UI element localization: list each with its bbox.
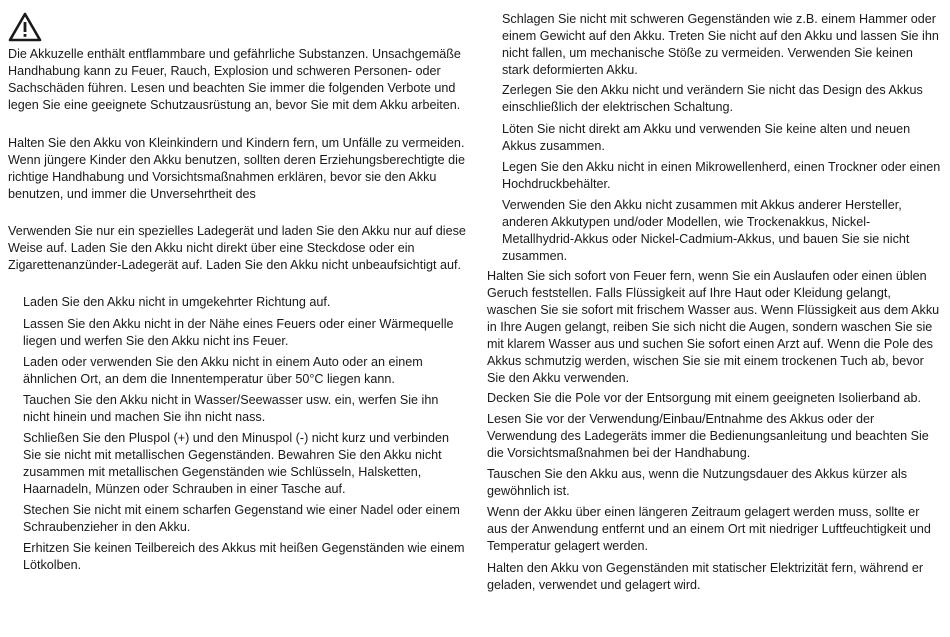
list-item: Verwenden Sie den Akku nicht zusammen mit Akkus anderer Hersteller, anderen Akkutypen und/oder Modellen, wie Trockenakkus, Nickel-Metallhydrid-Akkus oder Nickel-Cadmium-Akkus, und bauen Sie sie nicht zusammen. — [502, 198, 910, 263]
list-item: Löten Sie nicht direkt am Akku und verwenden Sie keine alten und neuen Akkus zusammen. — [502, 122, 911, 153]
list-item: Zerlegen Sie den Akku nicht und verändern Sie nicht das Design des Akkus einschließlich der elektrischen Schaltung. — [502, 83, 923, 114]
manual-paragraph: Lesen Sie vor der Verwendung/Einbau/Entnahme des Akkus oder der Verwendung des Ladegeräts immer die Bedienungsanleitung und beachten Sie die Vorsichtsmaßnahmen bei der Handhabung. — [487, 412, 929, 460]
list-item: Tauchen Sie den Akku nicht in Wasser/Seewasser usw. ein, werfen Sie ihn nicht hinein und machen Sie ihn nicht nass. — [23, 393, 439, 424]
charger-paragraph: Verwenden Sie nur ein spezielles Ladegerät und laden Sie den Akku nur auf diese Weise auf. Laden Sie den Akku nicht direkt über eine Steckdose oder ein Zigarettenanzünder-Ladegerät auf. Laden Sie den Akku nicht unbeaufsichtigt auf. — [8, 224, 466, 272]
children-paragraph: Halten Sie den Akku von Kleinkindern und Kindern fern, um Unfälle zu vermeiden. Wenn jüngere Kinder den Akku benutzen, sollten deren Erziehungsberechtigte die richtige Handhabung und Vorsichtsmaßnahmen erklären, bevor sie den Akku benutzen, und immer die Unversehrtheit des — [8, 136, 465, 201]
list-item: Legen Sie den Akku nicht in einen Mikrowellenherd, einen Trockner oder einen Hochdruckbehälter. — [502, 160, 941, 191]
list-item: Schließen Sie den Pluspol (+) und den Minuspol (-) nicht kurz und verbinden Sie sie nicht mit metallischen Gegenständen. Bewahren Sie den Akku nicht zusammen mit metallischen Gegenständen wie Schlüsseln, Halsketten, Haarnadeln, Münzen oder Schrauben in einer Tasche auf. — [23, 431, 449, 496]
list-item: Erhitzen Sie keinen Teilbereich des Akkus mit heißen Gegenständen wie einem Lötkolben. — [23, 541, 465, 572]
static-paragraph: Halten den Akku von Gegenständen mit statischer Elektrizität fern, während er geladen, verwendet und gelagert wird. — [487, 561, 924, 592]
leak-paragraph: Halten Sie sich sofort von Feuer fern, wenn Sie ein Auslaufen oder einen üblen Geruch feststellen. Falls Flüssigkeit auf Ihre Haut oder Kleidung gelangt, waschen Sie sie sofort mit frischem Wasser aus. Wenn Flüssigkeit aus dem Akku in Ihre Augen gelangt, reiben Sie sich nicht die Augen, sondern waschen Sie sie mit klarem Wasser aus und suchen Sie sofort einen Arzt auf. Wenn die Pole des Akkus schmutzig werden, wischen Sie sie mit einem trockenen Tuch ab, bevor Sie den Akku verwenden. — [487, 269, 940, 385]
list-item: Laden oder verwenden Sie den Akku nicht in einem Auto oder an einem ähnlichen Ort, an dem die Innentemperatur über 50°C liegen kann. — [23, 355, 423, 386]
list-item: Stechen Sie nicht mit einem scharfen Gegenstand wie einer Nadel oder einem Schraubenzieher in den Akku. — [23, 503, 460, 534]
disposal-paragraph: Decken Sie die Pole vor der Entsorgung mit einem geeigneten Isolierband ab. — [487, 391, 922, 405]
list-item: Lassen Sie den Akku nicht in der Nähe eines Feuers oder einer Wärmequelle liegen und werfen Sie den Akku nicht ins Feuer. — [23, 317, 454, 348]
list-item: Laden Sie den Akku nicht in umgekehrter Richtung auf. — [23, 295, 331, 309]
intro-paragraph: Die Akkuzelle enthält entflammbare und gefährliche Substanzen. Unsachgemäße Handhabung kann zu Feuer, Rauch, Explosion und schweren Personen- oder Sachschäden führen. Lesen und beachten Sie immer die folgenden Verbote und legen Sie eine geeignete Schutzausrüstung an, bevor Sie mit dem Akku arbeiten. — [8, 47, 461, 112]
warning-triangle-icon — [8, 12, 42, 42]
storage-paragraph: Wenn der Akku über einen längeren Zeitraum gelagert werden muss, sollte er aus der Anwendung entfernt und an einem Ort mit niedriger Luftfeuchtigkeit und Temperatur gelagert werden. — [487, 505, 931, 553]
replace-paragraph: Tauschen Sie den Akku aus, wenn die Nutzungsdauer des Akkus kürzer als gewöhnlich ist. — [487, 467, 908, 498]
list-item: Schlagen Sie nicht mit schweren Gegenständen wie z.B. einem Hammer oder einem Gewicht auf den Akku. Treten Sie nicht auf den Akku und lassen Sie ihn nicht fallen, um mechanische Stöße zu vermeiden. Verwenden Sie keinen stark deformierten Akku. — [502, 12, 939, 77]
